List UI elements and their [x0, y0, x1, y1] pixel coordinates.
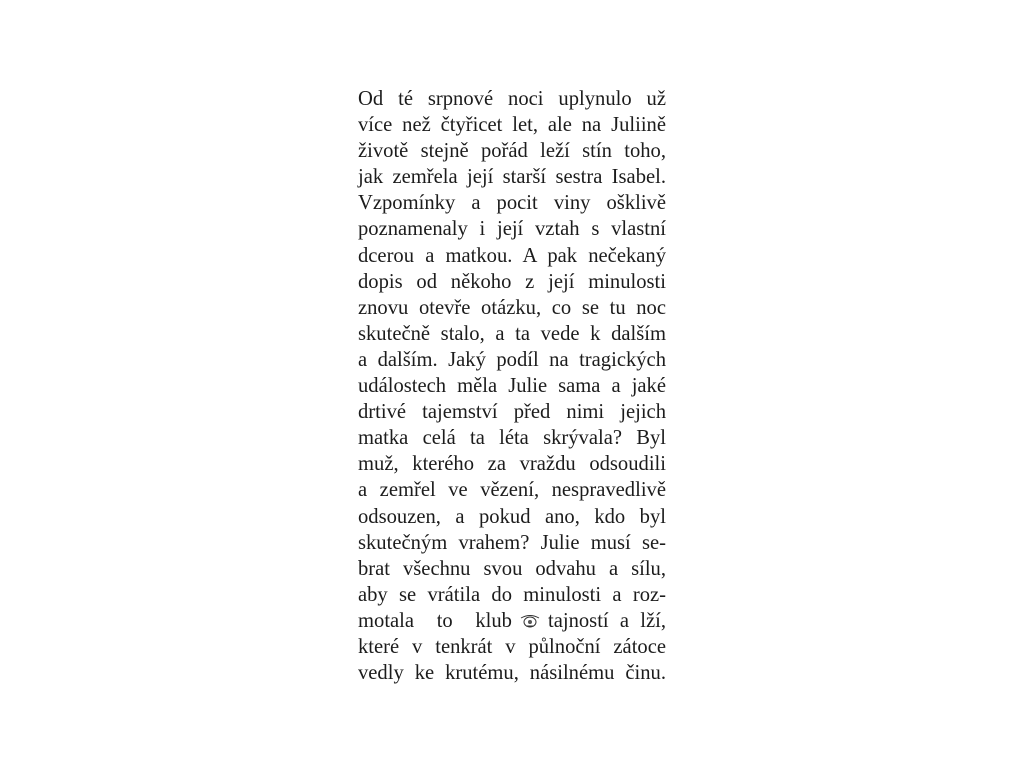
text-fragment: motala to klub: [358, 609, 512, 632]
text-line: Vzpomínky a pocit viny ošklivě: [358, 192, 666, 215]
text-line: které v tenkrát v půlnoční zátoce: [358, 635, 666, 658]
text-line: skutečně stalo, a ta vede k dalším: [358, 322, 666, 345]
text-line: poznamenaly i její vztah s vlastní: [358, 218, 666, 241]
text-line: skutečným vrahem? Julie musí se-: [358, 531, 666, 554]
book-blurb: [358, 86, 666, 686]
small-emblem-icon: [519, 614, 541, 628]
text-line: odsouzen, a pokud ano, kdo byl: [358, 505, 666, 528]
text-line: aby se vrátila do minulosti a roz-: [358, 583, 666, 606]
text-line: drtivé tajemství před nimi jejich: [358, 401, 666, 424]
text-line: Od té srpnové noci uplynulo už: [358, 88, 666, 110]
text-line: dcerou a matkou. A pak nečekaný: [358, 244, 666, 267]
text-line: životě stejně pořád leží stín toho,: [358, 140, 666, 163]
text-line: a dalším. Jaký podíl na tragických: [358, 348, 666, 371]
text-line: brat všechnu svou odvahu a sílu,: [358, 557, 666, 580]
text-line: muž, kterého za vraždu odsoudili: [358, 453, 666, 476]
text-line: více než čtyřicet let, ale na Juliině: [358, 114, 666, 137]
text-line: vedly ke krutému, násilnému činu.: [358, 662, 666, 685]
text-line: událostech měla Julie sama a jaké: [358, 375, 666, 398]
text-line-with-emblem: [358, 608, 666, 634]
text-line: a zemřel ve vězení, nespravedlivě: [358, 479, 666, 502]
text-line: matka celá ta léta skrývala? Byl: [358, 427, 666, 450]
text-line: znovu otevře otázku, co se tu noc: [358, 296, 666, 319]
text-line: jak zemřela její starší sestra Isabel.: [358, 166, 666, 189]
text-line: dopis od někoho z její minulosti: [358, 270, 666, 293]
text-fragment: tajností a lží,: [548, 609, 666, 632]
